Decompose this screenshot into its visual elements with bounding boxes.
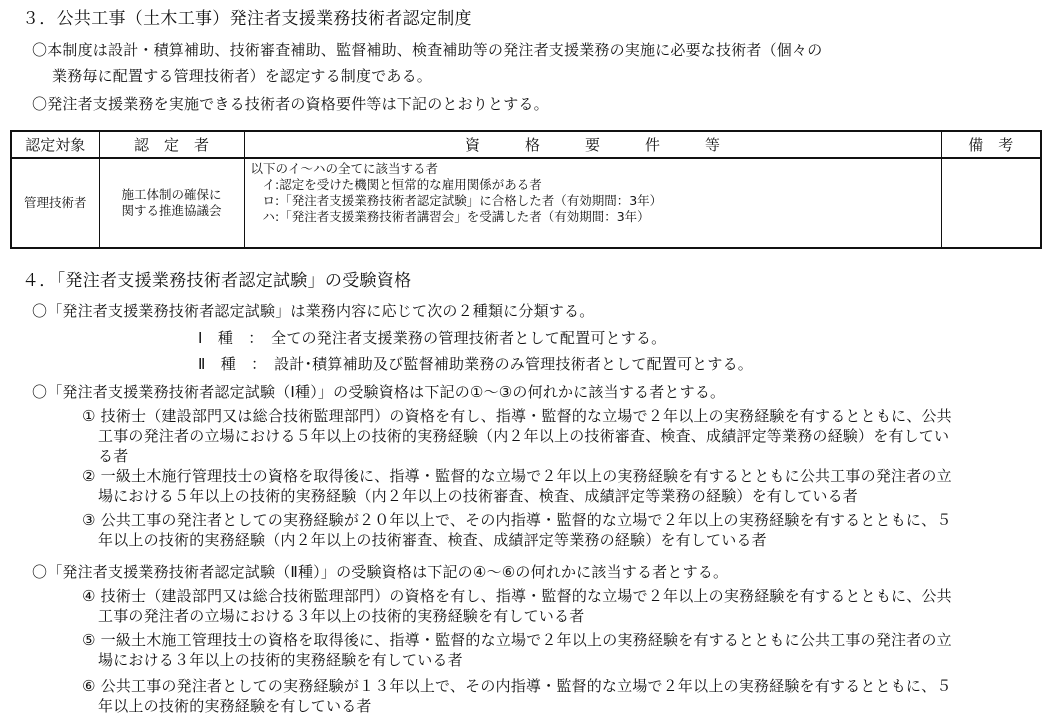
type-1-description: Ⅰ 種 ： 全ての発注者支援業務の管理技術者として配置可とする。: [198, 329, 667, 347]
col-header-requirements: 資 格 要 件 等: [244, 131, 941, 158]
type-2-heading: 〇「発注者支援業務技術者認定試験（Ⅱ種）」の受験資格は下記の④～⑥の何れかに該当する者とする。: [32, 563, 729, 581]
item-4-line-1: ④ 技術士（建設部門又は総合技術監理部門）の資格を有し、指導・監督的な立場で２年以上の実務経験を有するとともに、公共: [82, 587, 952, 605]
col-header-remarks: 備 考: [941, 131, 1041, 158]
item-2-line-1: ② 一級土木施行管理技士の資格を取得後に、指導・監督的な立場で２年以上の実務経験を有するとともに公共工事の発注者の立: [82, 467, 952, 485]
certifier-line-1: 施工体制の確保に: [121, 187, 222, 202]
certifier-line-2: 関する推進協議会: [121, 203, 222, 218]
requirement-ha: ハ:「発注者支援業務技術者講習会」を受講した者（有効期間：3年）: [262, 209, 650, 224]
section-4-heading: ４．「発注者支援業務技術者認定試験」の受験資格: [22, 271, 412, 291]
item-3-line-1: ③ 公共工事の発注者としての実務経験が２０年以上で、その内指導・監督的な立場で２年以上の実務経験を有するとともに、５: [82, 511, 952, 529]
item-1-line-2: 工事の発注者の立場における５年以上の技術的実務経験（内２年以上の技術審査、検査、成績評定等業務の経験）を有してい: [98, 427, 950, 445]
section-3-bullet-1-line-1: 〇本制度は設計・積算補助、技術審査補助、監督補助、検査補助等の発注者支援業務の実施に必要な技術者（個々の: [32, 41, 823, 59]
col-header-target: 認定対象: [11, 131, 99, 158]
item-5-line-1: ⑤ 一級土木施工管理技士の資格を取得後に、指導・監督的な立場で２年以上の実務経験を有するとともに公共工事の発注者の立: [82, 631, 952, 649]
requirement-i: イ:認定を受けた機関と恒常的な雇用関係がある者: [262, 177, 542, 192]
cell-remarks: [941, 158, 1041, 248]
requirement-ro: ロ:「発注者支援業務技術者認定試験」に合格した者（有効期間：3年）: [262, 193, 663, 208]
cell-requirements: [244, 158, 941, 248]
item-4-line-2: 工事の発注者の立場における３年以上の技術的実務経験を有している者: [98, 607, 585, 625]
item-6-line-2: 年以上の技術的実務経験を有している者: [98, 697, 372, 715]
section-4-intro: 〇「発注者支援業務技術者認定試験」は業務内容に応じて次の２種類に分類する。: [32, 302, 595, 320]
section-3-heading: ３．公共工事（土木工事）発注者支援業務技術者認定制度: [22, 9, 472, 29]
col-header-certifier: 認 定 者: [99, 131, 244, 158]
item-1-line-3: る者: [98, 447, 129, 465]
item-1-line-1: ① 技術士（建設部門又は総合技術監理部門）の資格を有し、指導・監督的な立場で２年以上の実務経験を有するとともに、公共: [82, 407, 952, 425]
qualification-table: [10, 130, 1042, 249]
item-2-line-2: 場における５年以上の技術的実務経験（内２年以上の技術審査、検査、成績評定等業務の経験）を有している者: [98, 487, 859, 505]
requirement-intro: 以下のイ～ハの全てに該当する者: [250, 161, 439, 176]
section-3-bullet-1-line-2: 業務毎に配置する管理技術者）を認定する制度である。: [52, 67, 433, 85]
item-5-line-2: 場における３年以上の技術的実務経験を有している者: [98, 651, 463, 669]
section-3-bullet-2: 〇発注者支援業務を実施できる技術者の資格要件等は下記のとおりとする。: [32, 95, 549, 113]
cell-certifier: [99, 158, 244, 248]
table-row: [11, 158, 1041, 248]
type-2-description: Ⅱ 種 ： 設計･積算補助及び監督補助業務のみ管理技術者として配置可とする。: [198, 355, 753, 373]
item-3-line-2: 年以上の技術的実務経験（内２年以上の技術審査、検査、成績評定等業務の経験）を有している者: [98, 531, 767, 549]
cell-target: 管理技術者: [11, 158, 99, 248]
item-6-line-1: ⑥ 公共工事の発注者としての実務経験が１３年以上で、その内指導・監督的な立場で２年以上の実務経験を有するとともに、５: [82, 677, 952, 695]
type-1-heading: 〇「発注者支援業務技術者認定試験（Ⅰ種）」の受験資格は下記の①～③の何れかに該当する者とする。: [32, 383, 726, 401]
table-header-row: [11, 131, 1041, 158]
